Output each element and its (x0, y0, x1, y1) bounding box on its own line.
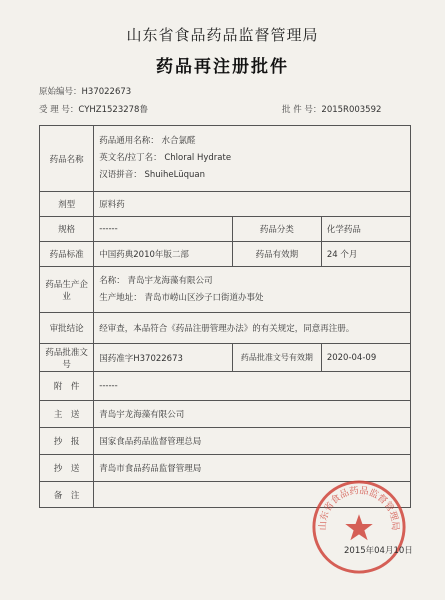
manufacturer-cell (94, 267, 411, 313)
common-name-label: 药品通用名称： (99, 136, 159, 146)
english-name-value: Chloral Hydrate (164, 153, 232, 163)
category-value: 化学药品 (321, 217, 410, 242)
approval-number-value: 国药准字H37022673 (94, 344, 233, 372)
validity-label: 药品有效期 (232, 242, 321, 267)
english-name-label: 英文名/拉丁名： (99, 153, 162, 163)
seal-ring-text: 山东省食品药品监督管理局 (317, 485, 401, 531)
official-seal (310, 478, 408, 576)
seal-date: 2015年04月10日 (344, 546, 413, 556)
table-row (40, 401, 411, 428)
main-recipient-value: 青岛宇龙海藻有限公司 (94, 401, 411, 428)
annex-value: ------ (94, 372, 411, 401)
manufacturer-address-value: 青岛市崂山区沙子口街道办事处 (144, 292, 264, 303)
validity-value: 24 个月 (321, 242, 410, 267)
drug-name-cell (94, 126, 411, 192)
document-title: 药品再注册批件 (156, 57, 289, 77)
report-copy-label: 抄 报 (40, 428, 94, 455)
drug-name-label: 药品名称 (40, 126, 94, 192)
issuing-authority: 山东省食品药品监督管理局 (126, 26, 319, 44)
acceptance-number (39, 103, 148, 115)
manufacturer-address-label: 生产地址： (99, 292, 142, 303)
original-number-value: H37022673 (81, 87, 132, 97)
common-name (99, 133, 405, 150)
manufacturer-name (99, 273, 405, 290)
manufacturer-name-value: 青岛宇龙海藻有限公司 (127, 275, 213, 286)
main-recipient-label: 主 送 (40, 401, 94, 428)
approval-form-table (39, 125, 411, 508)
manufacturer-label: 药品生产企业 (40, 267, 94, 313)
table-row (40, 428, 411, 455)
pinyin-name (99, 167, 405, 184)
pinyin-value: ShuiheLüquan (144, 170, 205, 180)
approval-validity-label: 药品批准文号有效期 (232, 344, 321, 372)
table-row (40, 217, 411, 242)
specification-value: ------ (94, 217, 233, 242)
table-row (40, 267, 411, 313)
seal-star-icon (345, 514, 372, 540)
original-number-label: 原始编号： (39, 87, 82, 97)
copy-to-label: 抄 送 (40, 455, 94, 482)
approval-document-number (282, 103, 381, 115)
manufacturer-name-label: 名称： (99, 275, 125, 286)
dosage-form-value: 原料药 (94, 192, 411, 217)
annex-label: 附 件 (40, 372, 94, 401)
table-row (40, 372, 411, 401)
pinyin-label: 汉语拼音： (99, 170, 142, 180)
category-label: 药品分类 (232, 217, 321, 242)
common-name-value: 水合氯醛 (161, 136, 196, 146)
standard-value: 中国药典2010年版二部 (94, 242, 233, 267)
approval-document-number-label: 批 件 号： (282, 105, 322, 115)
dosage-form-label: 剂型 (40, 192, 94, 217)
table-row (40, 192, 411, 217)
table-row (40, 242, 411, 267)
specification-label: 规格 (40, 217, 94, 242)
table-row (40, 313, 411, 344)
english-name (99, 150, 405, 167)
manufacturer-address (99, 290, 405, 307)
approval-document-number-value: 2015R003592 (321, 105, 382, 115)
acceptance-number-value: CYHZ1523278鲁 (78, 105, 148, 115)
standard-label: 药品标准 (40, 242, 94, 267)
table-row (40, 126, 411, 192)
conclusion-value: 经审查，本品符合《药品注册管理办法》的有关规定，同意再注册。 (94, 313, 411, 344)
approval-validity-value: 2020-04-09 (321, 344, 410, 372)
report-copy-value: 国家食品药品监督管理总局 (94, 428, 411, 455)
approval-number-label: 药品批准文号 (40, 344, 94, 372)
acceptance-number-label: 受 理 号： (39, 105, 79, 115)
copy-to-value: 青岛市食品药品监督管理局 (94, 455, 411, 482)
remarks-label: 备 注 (40, 482, 94, 508)
conclusion-label: 审批结论 (40, 313, 94, 344)
original-number (39, 85, 131, 97)
table-row (40, 344, 411, 372)
